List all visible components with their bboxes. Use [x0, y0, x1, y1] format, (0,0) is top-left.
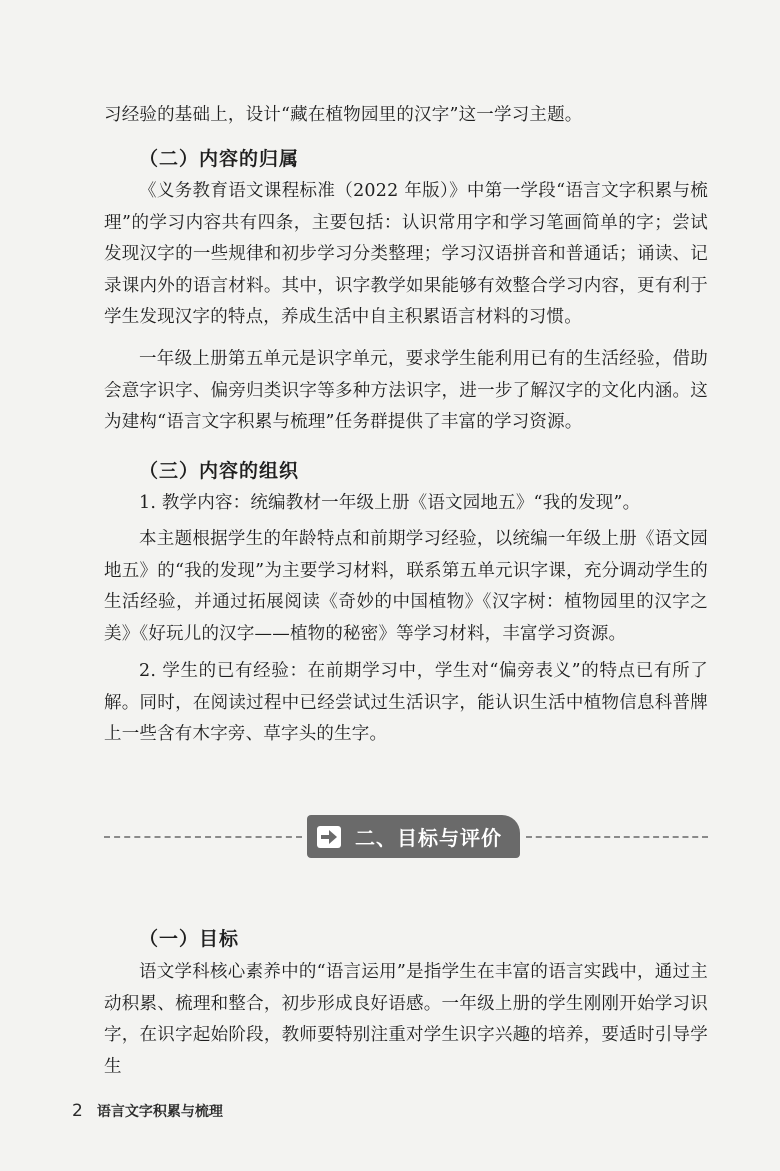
divider-left	[104, 836, 302, 838]
theme-block	[104, 524, 708, 650]
section-heading-goal: （一）目标	[139, 928, 240, 950]
standard-paragraph: 《义务教育语文课程标准（2022 年版）》中第一学段“语言文字积累与梳理”的学习内容共有四条，主要包括：认识常用字和学习笔画简单的字；尝试发现汉字的一些规律和初步学习分类整理；学习汉语拼音和普通话；诵读、记录课内外的语言材料。其中，识字教学如果能够有效整合学习内容，更有利于学生发现汉字的特点，养成生活中自主积累语言材料的习惯。	[104, 181, 708, 327]
organization-heading-block	[139, 457, 743, 485]
goal-block	[104, 957, 708, 1083]
unit5-block	[104, 344, 708, 439]
theme-paragraph: 本主题根据学生的年龄特点和前期学习经验，以统编一年级上册《语文园地五》的“我的发现”为主要学习材料，联系第五单元识字课，充分调动学生的生活经验，并通过拓展阅读《奇妙的中国植物》《汉字树：植物园里的汉字之美》《好玩儿的汉字——植物的秘密》等学习材料，丰富学习资源。	[104, 529, 708, 644]
page-footer	[72, 1101, 223, 1121]
running-title: 语言文字积累与梳理	[96, 1104, 223, 1120]
prior-experience-block	[104, 656, 708, 751]
unit5-paragraph: 一年级上册第五单元是识字单元，要求学生能利用已有的生活经验，借助会意字识字、偏旁归类识字等多种方法识字，进一步了解汉字的文化内涵。这为建构“语言文字积累与梳理”任务群提供了丰富的学习资源。	[104, 349, 708, 432]
goal-paragraph: 语文学科核心素养中的“语言运用”是指学生在丰富的语言实践中，通过主动积累、梳理和整合，初步形成良好语感。一年级上册的学生刚刚开始学习识字，在识字起始阶段，教师要特别注重对学生识字兴趣的培养，要适时引导学生	[104, 962, 708, 1077]
section-heading-belonging: （二）内容的归属	[139, 148, 300, 170]
page-number: 2	[72, 1101, 83, 1121]
belonging-heading-block	[139, 145, 743, 173]
banner-title: 二、目标与评价	[355, 826, 502, 850]
section-heading-organization: （三）内容的组织	[139, 460, 300, 482]
teaching-content-paragraph: 1. 教学内容：统编教材一年级上册《语文园地五》“我的发现”。	[139, 493, 641, 513]
standard-block	[104, 176, 708, 334]
section-banner	[307, 815, 520, 858]
divider-right	[526, 836, 708, 838]
goal-heading-block	[139, 925, 743, 953]
teaching-content-block	[104, 488, 708, 520]
arrow-right-box-icon	[317, 826, 341, 848]
prior-experience-paragraph: 2. 学生的已有经验：在前期学习中，学生对“偏旁表义”的特点已有所了解。同时，在阅读过程中已经尝试过生活识字，能认识生活中植物信息科普牌上一些含有木字旁、草字头的生字。	[104, 661, 708, 744]
intro-tail-block	[104, 100, 708, 132]
intro-tail-paragraph: 习经验的基础上，设计“藏在植物园里的汉字”这一学习主题。	[104, 105, 583, 125]
